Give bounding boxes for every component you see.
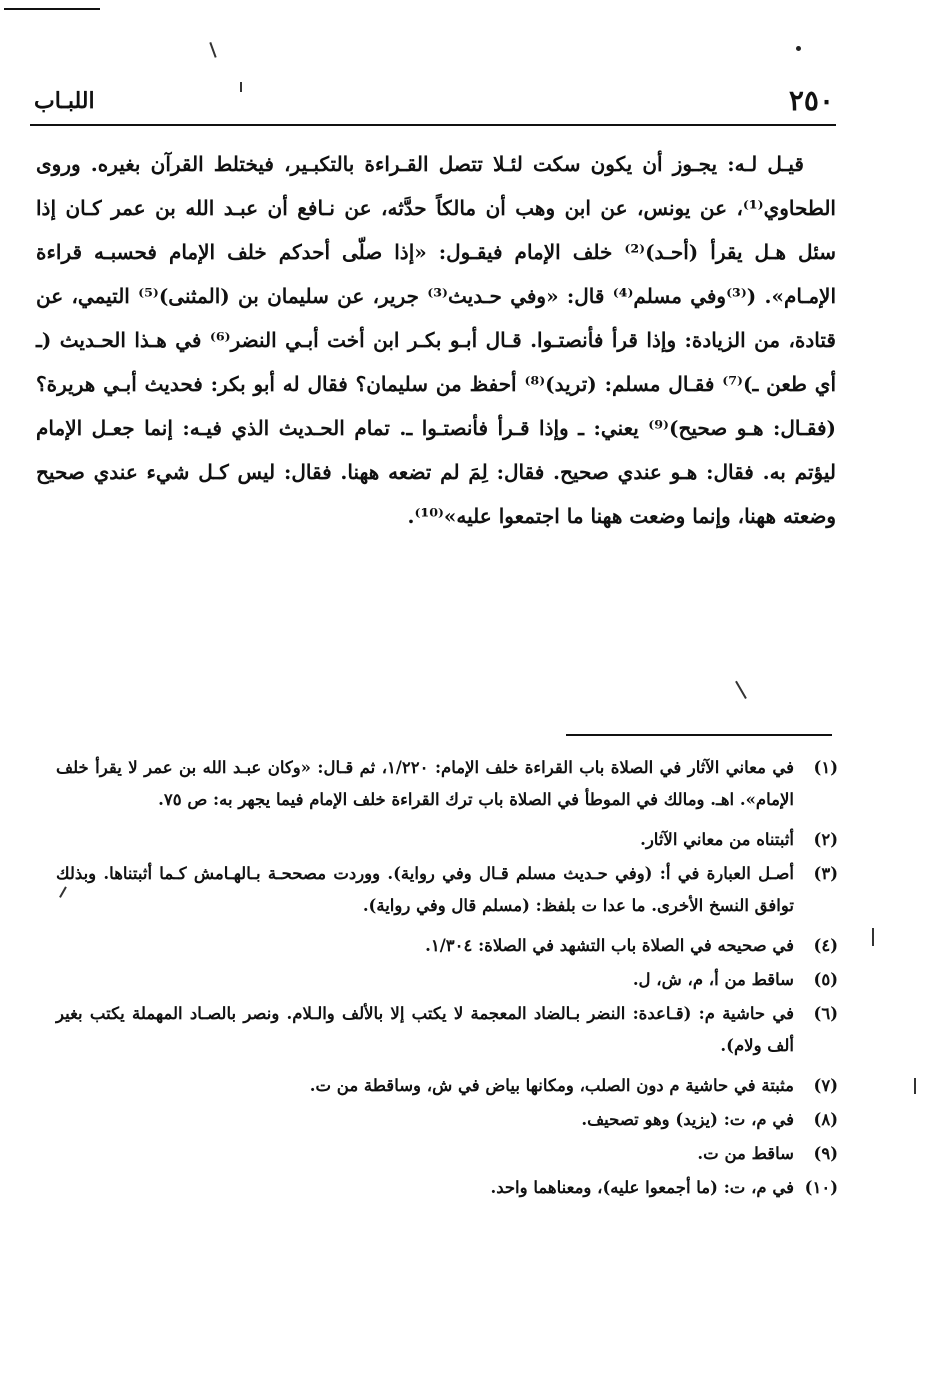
footnote-number: (٦): [813, 1004, 838, 1023]
footnote-number: (٩): [813, 1144, 838, 1163]
scan-mark: [240, 82, 242, 92]
footnote-item: [56, 752, 838, 816]
main-text-block: [36, 142, 836, 538]
scan-mark: [735, 681, 746, 699]
scan-speck: [796, 46, 801, 51]
footnote-number: (١٠): [804, 1178, 838, 1197]
footnote-item: [56, 1172, 838, 1204]
footnote-item: [56, 998, 838, 1062]
footnote-number: (٣): [813, 864, 838, 883]
footnotes-section: [56, 752, 838, 1206]
footnote-item: [56, 1070, 838, 1102]
footnote-text: في صحيحه في الصلاة باب التشهد في الصلاة: ١/٣٠٤.: [425, 936, 794, 955]
footnote-divider: [566, 734, 832, 736]
footnote-text: في م، ت: (يزيد) وهو تصحيف.: [581, 1110, 794, 1129]
running-title: اللبـاب: [34, 88, 95, 114]
footnote-text: ساقط من أ، م، ش، ل.: [632, 970, 794, 989]
footnote-item: [56, 964, 838, 996]
page-number: ٢٥٠: [788, 84, 834, 117]
scan-edge-line: [4, 8, 100, 10]
footnote-text: في معاني الآثار في الصلاة باب القراءة خلف الإمام: ١/٢٢٠، ثم قـال: «وكان عبـد الله بن عمر لا يقرأ خلف الإمام». اهـ. ومالك في الموطأ في الصلاة باب ترك القراءة خلف الإمام فيما يجهر به: ص ٧٥.: [56, 758, 794, 809]
scan-mark: [209, 42, 216, 58]
footnote-number: (٧): [813, 1076, 838, 1095]
main-paragraph: قيـل لـه: يجـوز أن يكون سكت لئـلا تتصل القـراءة بالتكبـير، فيختلط القرآن بغيره. وروى الطحاوي⁽¹⁾، عن يونس، عن ابن وهب أن مالكاً حدَّثه، عن نـافع أن عبـد الله بن عمر كـان إذا سئل هـل يقرأ (أحـد)⁽²⁾ خلف الإمام فيقـول: «إذا صلّى أحدكم خلف الإمام فحسبـه قراءة الإمـام». (⁽³⁾وفي مسلم⁽⁴⁾ قال: «وفي حـديث⁽³⁾ جرير، عن سليمان بن (المثنى)⁽⁵⁾ التيمي، عن قتادة، من الزيادة: وإذا قرأ فأنصتـوا. قـال أبـو بكـر ابن أخت أبـي النضر⁽⁶⁾ في هـذا الحـديث (ـ أي طعن ـ)⁽⁷⁾ فقـال مسلم: (تريد)⁽⁸⁾ أحفظ من سليمان؟ فقال له أبو بكر: فحديث أبـي هريرة؟ (فقـال: هـو صحيح)⁽⁹⁾ يعني: ـ وإذا قـرأ فأنصتـوا ـ. تمام الحـديث الذي فيـه: إنما جعـل الإمام ليؤتم به. فقال: هـو عندي صحيح. فقال: لِمَ لم تضعه ههنا. فقال: ليس كـل شيء عندي صحيح وضعته ههنا، وإنما وضعت ههنا ما اجتمعوا عليه»⁽¹⁰⁾.: [36, 152, 836, 528]
footnote-item: [56, 930, 838, 962]
footnote-number: (٤): [813, 936, 838, 955]
footnote-item: [56, 1138, 838, 1170]
scan-mark: [914, 1078, 916, 1094]
footnote-number: (٥): [813, 970, 838, 989]
footnote-item: [56, 858, 838, 922]
footnote-text: ساقط من ت.: [697, 1144, 794, 1163]
footnote-number: (١): [813, 758, 838, 777]
footnote-text: مثبتة في حاشية م دون الصلب، ومكانها بياض في ش، وساقطة من ت.: [309, 1076, 794, 1095]
footnote-text: أثبتناه من معاني الآثار.: [640, 830, 794, 849]
footnote-number: (٢): [813, 830, 838, 849]
footnote-text: في م، ت: (ما أجمعوا عليه)، ومعناهما واحد.: [490, 1178, 794, 1197]
scan-mark: [872, 928, 874, 946]
footnote-text: أصـل العبارة في أ: (وفي حـديث مسلم قـال وفي رواية). ووردت مصححـة بـالهـامش كـما أثبتناها. وبذلك توافق النسخ الأخرى. ما عدا ت بلفظ: (مسلم قال وفي رواية).: [56, 864, 794, 915]
footnote-text: في حاشية م: (قـاعدة: النضر بـالضاد المعجمة لا يكتب إلا بالألف والـلام. ونصر بالصـاد المهملة يكتب بغير ألف ولام).: [56, 1004, 794, 1055]
page-header: [34, 84, 834, 124]
header-divider: [30, 124, 836, 126]
footnote-item: [56, 1104, 838, 1136]
footnote-number: (٨): [813, 1110, 838, 1129]
footnote-item: [56, 824, 838, 856]
